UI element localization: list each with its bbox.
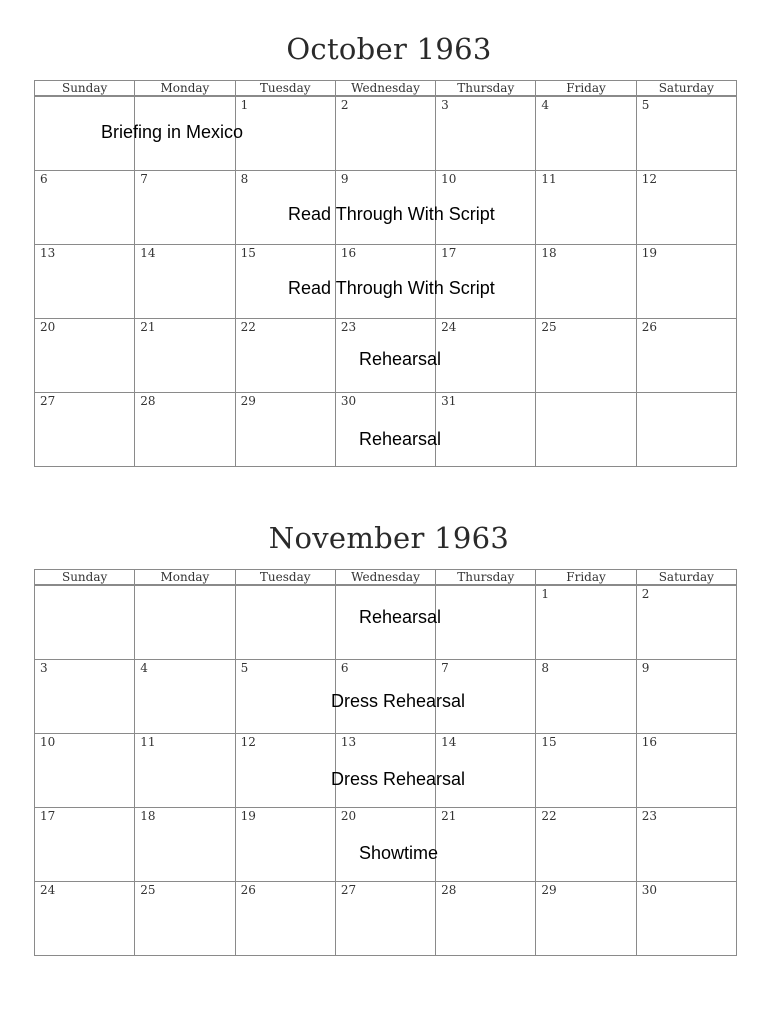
event-label: Showtime <box>359 843 439 863</box>
day-number: 22 <box>240 320 256 334</box>
day-cell <box>236 319 336 393</box>
day-number: 4 <box>140 661 148 675</box>
day-number: 28 <box>441 883 457 897</box>
day-number: 1 <box>541 587 550 601</box>
day-cell <box>637 882 737 956</box>
day-cell <box>637 660 737 734</box>
day-cell <box>436 586 536 660</box>
weekday-saturday: Saturday <box>658 81 714 95</box>
day-number: 14 <box>441 735 457 749</box>
day-number: 21 <box>140 320 156 334</box>
day-number: 23 <box>641 809 657 823</box>
day-cell <box>336 882 436 956</box>
day-cell <box>135 808 235 882</box>
day-number: 27 <box>340 883 357 897</box>
day-cell <box>135 171 235 245</box>
month-title: November 1963 <box>268 521 510 555</box>
day-cell <box>436 882 536 956</box>
day-cell <box>35 319 135 393</box>
day-number: 3 <box>40 661 48 675</box>
day-number: 17 <box>441 246 457 260</box>
weekday-monday: Monday <box>135 570 235 584</box>
day-number: 11 <box>541 172 557 186</box>
day-cell <box>135 660 235 734</box>
day-cell <box>35 245 135 319</box>
event-label: Dress Rehearsal <box>331 769 466 789</box>
day-cell <box>536 734 636 808</box>
day-cell <box>436 393 536 467</box>
day-cell <box>637 808 737 882</box>
day-cell <box>135 245 235 319</box>
weekday-sunday: Sunday <box>35 81 135 95</box>
event-label: Read Through With Script <box>288 278 495 298</box>
day-number: 29 <box>541 883 557 897</box>
day-cell <box>35 882 135 956</box>
day-cell <box>536 586 636 660</box>
event-label: Briefing in Mexico <box>101 122 244 142</box>
day-number: 13 <box>40 246 56 260</box>
day-number: 9 <box>641 661 650 675</box>
weekday-tuesday: Tuesday <box>236 81 336 95</box>
day-number: 11 <box>140 735 156 749</box>
event-label: Rehearsal <box>359 349 442 369</box>
day-cell <box>35 660 135 734</box>
day-cell <box>135 393 235 467</box>
day-number: 18 <box>541 246 557 260</box>
day-number: 3 <box>441 98 449 112</box>
day-cell <box>536 808 636 882</box>
day-number: 31 <box>441 394 457 408</box>
day-cell <box>135 319 235 393</box>
day-number: 7 <box>441 661 449 675</box>
day-number: 4 <box>541 98 550 112</box>
weekday-saturday: Saturday <box>658 570 714 584</box>
day-number: 27 <box>40 394 56 408</box>
day-number: 10 <box>441 172 457 186</box>
weekday-wednesday: Wednesday <box>336 570 436 584</box>
day-cell <box>236 808 336 882</box>
day-cell <box>436 319 536 393</box>
day-number: 30 <box>340 394 357 408</box>
day-cell <box>536 393 636 467</box>
day-cell <box>536 245 636 319</box>
day-cell <box>35 393 135 467</box>
day-number: 12 <box>240 735 256 749</box>
day-number: 25 <box>541 320 557 334</box>
day-cell <box>236 586 336 660</box>
day-number: 1 <box>240 98 249 112</box>
day-cell <box>637 97 737 171</box>
day-number: 2 <box>641 587 650 601</box>
day-cell <box>236 97 336 171</box>
day-cell <box>336 97 436 171</box>
weekday-wednesday: Wednesday <box>336 81 436 95</box>
weekday-header <box>34 569 737 585</box>
day-cell <box>35 171 135 245</box>
day-number: 17 <box>40 809 56 823</box>
day-number: 23 <box>340 320 357 334</box>
day-number: 30 <box>641 883 657 897</box>
day-number: 29 <box>240 394 256 408</box>
day-cell <box>436 808 536 882</box>
event-label: Rehearsal <box>359 607 442 627</box>
weekday-thursday: Thursday <box>436 81 536 95</box>
day-number: 28 <box>140 394 156 408</box>
day-number: 19 <box>641 246 657 260</box>
event-label: Read Through With Script <box>288 204 495 224</box>
event-label: Dress Rehearsal <box>331 691 466 711</box>
day-cell <box>536 97 636 171</box>
weekday-friday: Friday <box>536 570 636 584</box>
day-cell <box>236 734 336 808</box>
day-number: 5 <box>240 661 249 675</box>
day-cell <box>637 319 737 393</box>
day-number: 20 <box>40 320 56 334</box>
day-number: 26 <box>641 320 657 334</box>
day-number: 26 <box>240 883 256 897</box>
month-title: October 1963 <box>286 32 492 66</box>
day-number: 14 <box>140 246 156 260</box>
day-number: 22 <box>541 809 557 823</box>
day-number: 8 <box>541 661 550 675</box>
weekday-friday: Friday <box>536 81 636 95</box>
day-number: 13 <box>340 735 357 749</box>
day-number: 6 <box>40 172 48 186</box>
weekday-monday: Monday <box>135 81 235 95</box>
day-number: 16 <box>340 246 357 260</box>
day-number: 5 <box>641 98 650 112</box>
day-cell <box>35 808 135 882</box>
day-number: 25 <box>140 883 156 897</box>
day-number: 21 <box>441 809 457 823</box>
day-cell <box>637 586 737 660</box>
day-cell <box>135 734 235 808</box>
day-number: 20 <box>340 809 357 823</box>
day-number: 2 <box>340 98 349 112</box>
day-cell <box>135 586 235 660</box>
day-number: 8 <box>240 172 249 186</box>
day-cell <box>536 319 636 393</box>
day-cell <box>637 171 737 245</box>
day-cell <box>637 734 737 808</box>
day-number: 6 <box>340 661 349 675</box>
day-cell <box>135 882 235 956</box>
day-number: 7 <box>140 172 148 186</box>
day-cell <box>35 734 135 808</box>
day-cell <box>536 882 636 956</box>
day-number: 24 <box>40 883 56 897</box>
day-cell <box>236 393 336 467</box>
day-number: 18 <box>140 809 156 823</box>
day-number: 12 <box>641 172 657 186</box>
weekday-sunday: Sunday <box>35 570 135 584</box>
weekday-tuesday: Tuesday <box>236 570 336 584</box>
day-cell <box>436 97 536 171</box>
day-cell <box>236 882 336 956</box>
event-label: Rehearsal <box>359 429 442 449</box>
day-number: 10 <box>40 735 56 749</box>
day-cell <box>35 586 135 660</box>
day-number: 24 <box>441 320 457 334</box>
day-cell <box>637 245 737 319</box>
day-cell <box>536 171 636 245</box>
weekday-thursday: Thursday <box>436 570 536 584</box>
day-number: 19 <box>240 809 256 823</box>
weekday-header <box>34 80 737 96</box>
day-cell <box>536 660 636 734</box>
day-number: 16 <box>641 735 657 749</box>
day-number: 15 <box>240 246 256 260</box>
day-cell <box>236 660 336 734</box>
day-cell <box>637 393 737 467</box>
day-number: 15 <box>541 735 557 749</box>
day-number: 9 <box>340 172 349 186</box>
